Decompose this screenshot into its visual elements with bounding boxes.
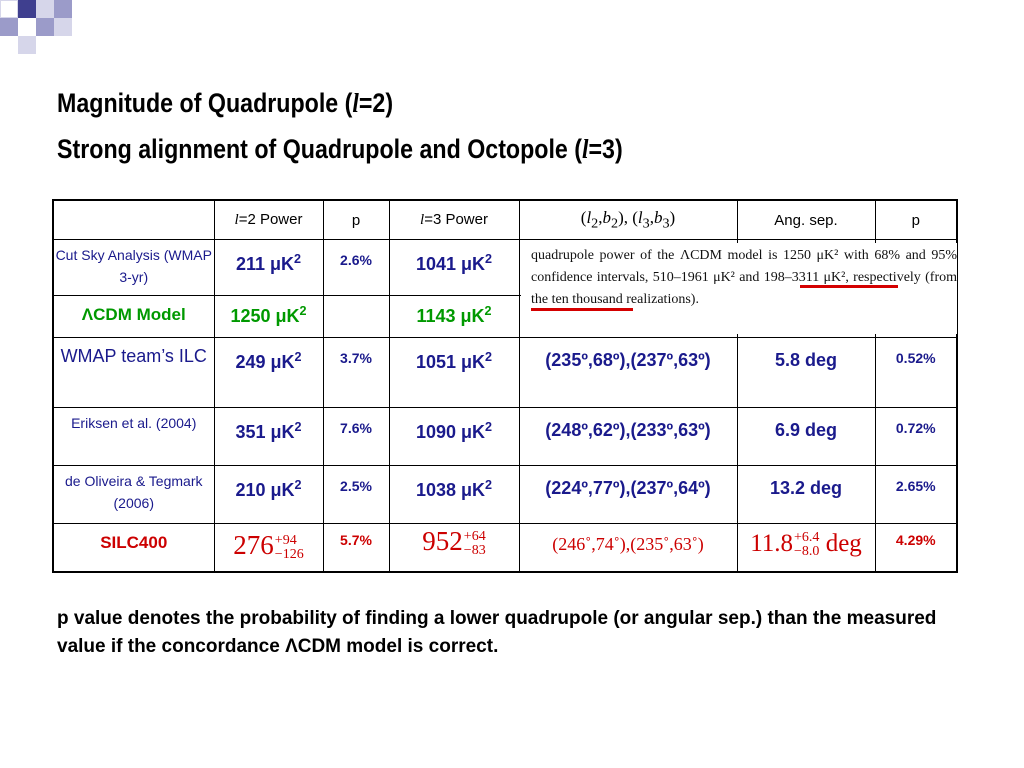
p-value-2: 2.65% — [875, 466, 957, 524]
p-value-2: 0.72% — [875, 408, 957, 466]
l2-power: 1250 $\mu K^2$ — [214, 296, 323, 338]
row-label: SILC400 — [53, 524, 214, 572]
row-label: WMAP team’s ILC — [53, 338, 214, 408]
header-p2: p — [875, 200, 957, 240]
l2-power: 211 $\mu K^2$ — [214, 240, 323, 296]
l2-power: 249 $\mu K^2$ — [214, 338, 323, 408]
table-row — [53, 466, 957, 524]
deco-square — [0, 0, 18, 18]
l3-power: 1051 $\mu K^2$ — [389, 338, 519, 408]
l3-power: 1090 $\mu K^2$ — [389, 408, 519, 466]
p-value-2: 4.29% — [875, 524, 957, 572]
deco-square — [18, 0, 36, 18]
ang-sep: 11.8+6.4 −8.0 deg — [737, 524, 875, 572]
coords: (235º,68º),(237º,63º) — [519, 338, 737, 408]
row-label: de Oliveira & Tegmark (2006) — [53, 466, 214, 524]
ang-sep: 13.2 deg — [737, 466, 875, 524]
paper-excerpt: quadrupole power of the ΛCDM model is 1250 μK² with 68% and 95% confidence intervals, 510–1961 μK² and 198–3311 μK², respectively (from the ten thousand realizations). — [521, 243, 957, 334]
title-line-2: Strong alignment of Quadrupole and Octopole (l=3) — [57, 134, 623, 164]
coords: (248º,62º),(233º,63º) — [519, 408, 737, 466]
header-p: p — [323, 200, 389, 240]
red-underline — [531, 308, 633, 311]
header-coords: $(l_2,b_2)$, $(l_3,b_3)$ — [519, 200, 737, 240]
ang-sep: 6.9 deg — [737, 408, 875, 466]
deco-square — [36, 18, 54, 36]
header-empty — [53, 200, 214, 240]
p-value: 7.6% — [323, 408, 389, 466]
p-value: 5.7% — [323, 524, 389, 572]
p-value: 3.7% — [323, 338, 389, 408]
deco-square — [0, 18, 18, 36]
coords: (224º,77º),(237º,64º) — [519, 466, 737, 524]
p-value: 2.6% — [323, 240, 389, 296]
header-l3-power: l=3 Power — [389, 200, 519, 240]
l3-power: 1041 $\mu K^2$ — [389, 240, 519, 296]
footnote: p value denotes the probability of finding a lower quadrupole (or angular sep.) than the measured value if the concordance ΛCDM model is correct. — [57, 608, 937, 657]
table-header-row — [53, 200, 957, 240]
table-row — [53, 338, 957, 408]
ang-sep: 5.8 deg — [737, 338, 875, 408]
l3-power: 1143 $\mu K^2$ — [389, 296, 519, 338]
l3-power: 1038 $\mu K^2$ — [389, 466, 519, 524]
deco-square — [54, 0, 72, 18]
deco-square — [54, 18, 72, 36]
red-underline — [800, 285, 898, 288]
coords: (246˚,74˚),(235˚,63˚) — [519, 524, 737, 572]
p-value: 2.5% — [323, 466, 389, 524]
row-label: Eriksen et al. (2004) — [53, 408, 214, 466]
l3-power: 952+64 −83 — [389, 524, 519, 572]
table-row — [53, 524, 957, 572]
slide-title — [57, 80, 623, 172]
p-value — [323, 296, 389, 338]
l2-power: 351 $\mu K^2$ — [214, 408, 323, 466]
l2-power: 210 $\mu K^2$ — [214, 466, 323, 524]
deco-square — [36, 0, 54, 18]
deco-square — [18, 36, 36, 54]
l2-power: 276+94 −126 — [214, 524, 323, 572]
title-line-1: Magnitude of Quadrupole (l=2) — [57, 88, 394, 118]
row-label: ΛCDM Model — [53, 296, 214, 338]
header-l2-power: l=2 Power — [214, 200, 323, 240]
p-value-2: 0.52% — [875, 338, 957, 408]
table-row — [53, 408, 957, 466]
header-ang-sep: Ang. sep. — [737, 200, 875, 240]
row-label: Cut Sky Analysis (WMAP 3-yr) — [53, 240, 214, 296]
